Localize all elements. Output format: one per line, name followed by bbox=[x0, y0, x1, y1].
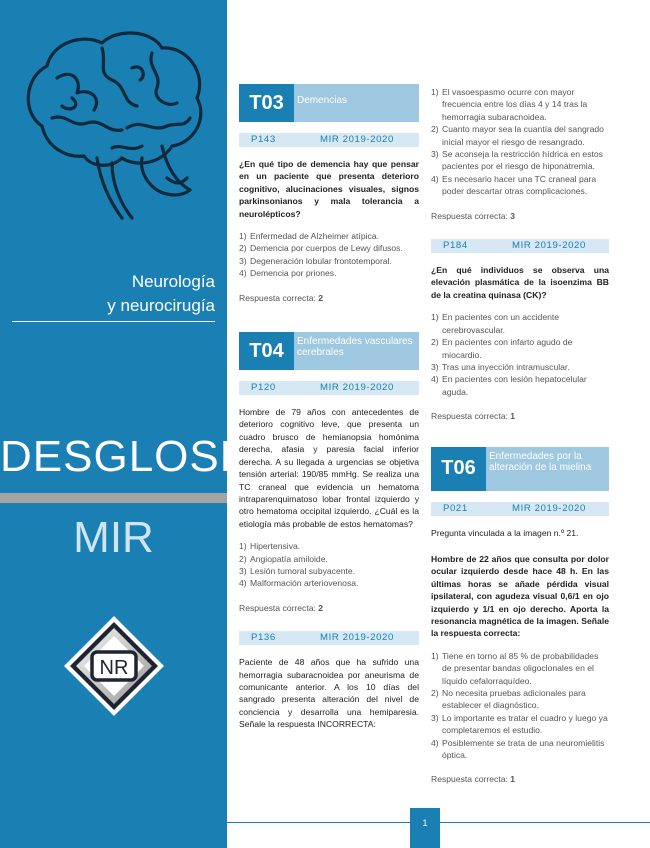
column-left bbox=[239, 84, 419, 741]
option-item bbox=[431, 712, 609, 737]
answer-line bbox=[431, 773, 609, 785]
answer-label: Respuesta correcta: bbox=[431, 774, 511, 785]
option-text: En pacientes con infarto agudo de miocardio. bbox=[442, 337, 573, 360]
answer-line bbox=[239, 602, 419, 614]
answer-line bbox=[239, 292, 419, 304]
option-item bbox=[431, 86, 609, 123]
options-list bbox=[239, 540, 419, 590]
question-ref-bar bbox=[239, 631, 419, 645]
question-exam: MIR 2019-2020 bbox=[320, 134, 394, 145]
question-exam: MIR 2019-2020 bbox=[320, 632, 394, 644]
subject-underline bbox=[12, 321, 215, 322]
theme-code: T06 bbox=[431, 447, 486, 491]
option-item bbox=[239, 255, 419, 267]
options-list bbox=[431, 650, 609, 762]
option-text: En pacientes con lesión hepatocelular aguda. bbox=[442, 374, 587, 397]
option-text: Posiblemente se trata de una neuromielitis óptica. bbox=[442, 737, 605, 761]
option-number: 3) bbox=[431, 149, 439, 160]
option-text: No necesita pruebas adicionales para establecer el diagnóstico. bbox=[442, 688, 586, 711]
theme-header-t04 bbox=[239, 332, 419, 370]
question-ref: P120 bbox=[251, 382, 276, 394]
nr-badge-text: NR bbox=[99, 657, 129, 679]
option-text: Enfermedad de Alzheimer atípica. bbox=[250, 231, 379, 242]
option-number: 1) bbox=[431, 650, 439, 661]
option-number: 1) bbox=[431, 312, 439, 323]
option-number: 3) bbox=[431, 712, 439, 723]
option-text: Cuanto mayor sea la cuantía del sangrado inicial mayor el riesgo de resangrado. bbox=[442, 124, 604, 147]
theme-name: Enfermedades por la alteración de la mielina bbox=[486, 447, 609, 491]
answer-line bbox=[431, 410, 609, 422]
question-text: Hombre de 22 años que consulta por dolor ocular izquierdo desde hace 48 h. En las últimas horas se añade pérdida visual ipsilateral, con agudeza visual 0,6/1 en ojo izquierdo y 1/1 en ojo derecho. Aporta la resonancia magnética de la imagen. Señale la respuesta correcta: bbox=[431, 553, 609, 639]
option-item bbox=[239, 577, 419, 589]
option-text: Se aconseja la restricción hídrica en estos pacientes por el riesgo de hiponatremia. bbox=[442, 149, 603, 172]
page-number: 1 bbox=[410, 808, 440, 848]
options-list bbox=[431, 311, 609, 398]
option-text: Es necesario hacer una TC craneal para poder descartar otras complicaciones. bbox=[442, 173, 597, 197]
answer-label: Respuesta correcta: bbox=[239, 292, 319, 303]
answer-label: Respuesta correcta: bbox=[239, 602, 319, 613]
option-text: Demencia por priones. bbox=[250, 268, 337, 279]
option-number: 2) bbox=[431, 124, 439, 135]
option-item bbox=[239, 267, 419, 279]
option-number: 3) bbox=[239, 255, 247, 266]
title-desgloses: DESGLOSES bbox=[0, 432, 281, 481]
question-ref-bar bbox=[239, 133, 419, 147]
option-item bbox=[431, 373, 609, 398]
options-list bbox=[239, 230, 419, 280]
option-text: Angiopatía amiloide. bbox=[250, 553, 328, 564]
brain-icon bbox=[12, 18, 212, 223]
option-item bbox=[431, 737, 609, 762]
option-item bbox=[239, 553, 419, 565]
question-ref: P184 bbox=[443, 240, 468, 252]
answer-value: 2 bbox=[318, 602, 324, 613]
subject-title bbox=[107, 270, 215, 318]
option-item bbox=[431, 361, 609, 373]
option-number: 1) bbox=[239, 541, 247, 552]
option-text: Lesión tumoral subyacente. bbox=[250, 565, 356, 576]
option-item bbox=[431, 687, 609, 712]
question-ref-bar bbox=[239, 381, 419, 395]
theme-name: Demencias bbox=[294, 84, 419, 122]
option-item bbox=[431, 148, 609, 173]
question-text: ¿En qué tipo de demencia hay que pensar en un paciente que presenta deterioro cognitivo, alucinaciones visuales, signos parkinsonianos y mala tolerancia a neurolépticos? bbox=[239, 159, 419, 219]
question-text: Hombre de 79 años con antecedentes de deterioro cognitivo leve, que presenta un cuadro brusco de hemianopsia homónima derecha, afasia y paresia facial inferior derecha. A su llegada a urgencias se objetiva tensión arterial: 190/85 mmHg. Se realiza una TC craneal que evidencia un hematoma intraparenquimatoso lobar frontal izquierdo y otro hematoma occipital izquierdo. ¿Cuál es la etiología más probable de estos hematomas? bbox=[239, 407, 419, 529]
answer-value: 1 bbox=[510, 411, 516, 422]
option-text: Hipertensiva. bbox=[250, 541, 301, 552]
option-item bbox=[431, 311, 609, 336]
option-number: 3) bbox=[239, 565, 247, 576]
answer-line bbox=[431, 210, 609, 222]
answer-label: Respuesta correcta: bbox=[431, 210, 511, 221]
answer-value: 1 bbox=[510, 774, 516, 785]
option-number: 4) bbox=[431, 173, 439, 184]
theme-code: T03 bbox=[239, 84, 294, 122]
question-exam: MIR 2019-2020 bbox=[320, 382, 394, 394]
option-number: 2) bbox=[239, 243, 247, 254]
option-item bbox=[431, 173, 609, 198]
option-number: 2) bbox=[239, 553, 247, 564]
option-item bbox=[239, 230, 419, 242]
option-number: 4) bbox=[431, 737, 439, 748]
question-exam: MIR 2019-2020 bbox=[512, 502, 586, 514]
option-item bbox=[431, 123, 609, 148]
option-number: 4) bbox=[239, 578, 247, 589]
option-text: Tras una inyección intramuscular. bbox=[442, 361, 570, 372]
question-text: ¿En qué individuos se observa una elevación plasmática de la isoenzima BB de la creatina quinasa (CK)? bbox=[431, 265, 609, 300]
question-ref-bar bbox=[431, 502, 609, 516]
column-right bbox=[431, 86, 609, 803]
option-text: Demencia por cuerpos de Lewy difusos. bbox=[250, 243, 403, 254]
option-number: 4) bbox=[239, 268, 247, 279]
option-number: 4) bbox=[431, 374, 439, 385]
option-text: Malformación arteriovenosa. bbox=[250, 578, 359, 589]
option-number: 1) bbox=[431, 87, 439, 97]
option-item bbox=[431, 650, 609, 687]
option-item bbox=[239, 540, 419, 552]
answer-value: 3 bbox=[510, 210, 516, 221]
option-text: El vasoespasmo ocurre con mayor frecuencia entre los días 4 y 14 tras la hemorragia subaracnoidea. bbox=[442, 87, 588, 122]
theme-header-t03 bbox=[239, 84, 419, 122]
option-number: 3) bbox=[431, 361, 439, 372]
theme-code: T04 bbox=[239, 332, 294, 370]
title-mir: MIR bbox=[73, 513, 154, 562]
nr-badge bbox=[62, 614, 166, 718]
option-text: Degeneración lobular frontotemporal. bbox=[250, 255, 392, 266]
theme-name: Enfermedades vasculares cerebrales bbox=[294, 332, 419, 370]
linked-image-note: Pregunta vinculada a la imagen n.º 21. bbox=[431, 527, 579, 538]
question-text: Paciente de 48 años que ha sufrido una hemorragia subaracnoidea por aneurisma de comunicante anterior. A los 10 días del sangrado presenta alteración del nivel de conciencia y desarrolla una hemiparesia. Señale la respuesta INCORRECTA: bbox=[239, 657, 419, 730]
question-ref: P136 bbox=[251, 632, 276, 644]
question-ref: P143 bbox=[251, 134, 276, 145]
options-list bbox=[431, 86, 609, 198]
option-text: En pacientes con un accidente cerebrovascular. bbox=[442, 312, 560, 335]
question-ref: P021 bbox=[443, 502, 468, 514]
option-text: Tiene en torno al 85 % de probabilidades de presentar bandas oligoclonales en el líquido cefalorraquídeo. bbox=[442, 650, 599, 686]
theme-header-t06 bbox=[431, 447, 609, 491]
option-number: 2) bbox=[431, 337, 439, 348]
option-item bbox=[431, 336, 609, 361]
option-item bbox=[239, 565, 419, 577]
subject-line-1: Neurología bbox=[131, 272, 215, 291]
option-item bbox=[239, 242, 419, 254]
option-text: Lo importante es tratar el cuadro y luego ya completaremos el estudio. bbox=[442, 712, 608, 736]
option-number: 1) bbox=[239, 231, 247, 242]
question-exam: MIR 2019-2020 bbox=[512, 240, 586, 252]
title-divider bbox=[0, 493, 227, 503]
subject-line-2: y neurocirugía bbox=[107, 296, 215, 315]
answer-label: Respuesta correcta: bbox=[431, 411, 511, 422]
answer-value: 2 bbox=[318, 292, 324, 303]
question-ref-bar bbox=[431, 239, 609, 253]
option-number: 2) bbox=[431, 688, 439, 698]
